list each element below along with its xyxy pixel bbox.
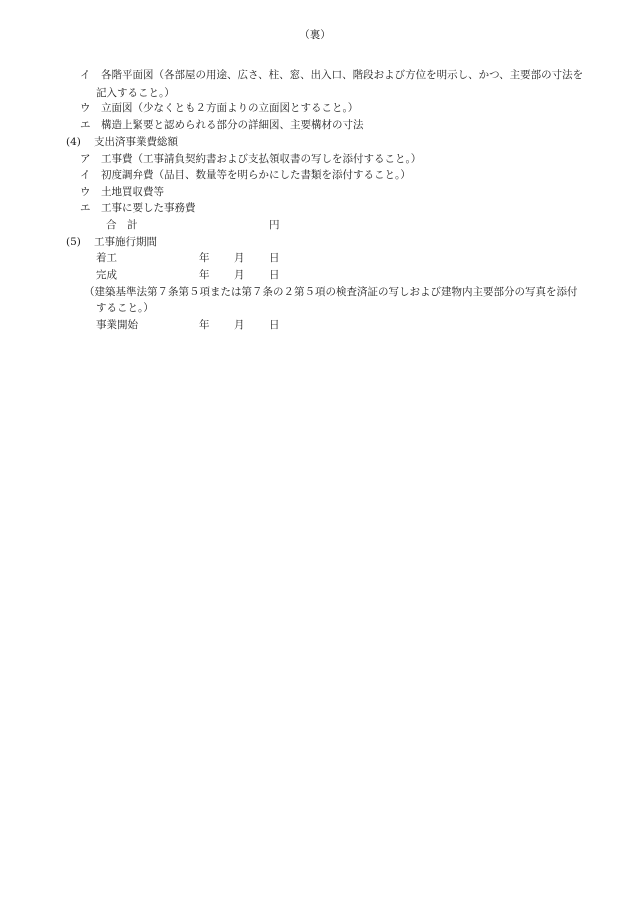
total-unit: 円 — [269, 219, 280, 231]
item4-e: エ 工事に要した事務費 — [80, 202, 196, 214]
complete-day-unit: 日 — [269, 269, 280, 281]
start-day-unit: 日 — [269, 252, 280, 264]
item5-number: (5) — [66, 236, 81, 248]
item3-i-line2: 記入すること。） — [96, 87, 175, 99]
item5-note-line2: すること。） — [96, 302, 154, 314]
complete-label: 完成 — [96, 269, 117, 281]
item5-title: 工事施行期間 — [94, 236, 157, 248]
item3-i-line1: イ 各階平面図（各部屋の用途、広さ、柱、窓、出入口、階段および方位を明示し、かつ、主要部の寸法を — [80, 69, 584, 81]
item4-number: (4) — [66, 136, 81, 148]
start-year-unit: 年 — [199, 252, 210, 264]
business-start-label: 事業開始 — [96, 319, 138, 331]
complete-month-unit: 月 — [234, 269, 245, 281]
business-start-year-unit: 年 — [199, 319, 210, 331]
item4-title: 支出済事業費総額 — [94, 136, 178, 148]
start-month-unit: 月 — [234, 252, 245, 264]
item3-u: ウ 立面図（少なくとも２方面よりの立面図とすること。） — [80, 102, 359, 114]
item4-u: ウ 土地買収費等 — [80, 186, 164, 198]
item5-note-line1: （建築基準法第７条第５項または第７条の２第５項の検査済証の写しおよび建物内主要部分の写真を添付 — [84, 286, 578, 298]
start-label: 着工 — [96, 252, 117, 264]
complete-year-unit: 年 — [199, 269, 210, 281]
business-start-day-unit: 日 — [269, 319, 280, 331]
item3-e: エ 構造上緊要と認められる部分の詳細図、主要構材の寸法 — [80, 119, 364, 131]
business-start-month-unit: 月 — [234, 319, 245, 331]
item4-i: イ 初度調弁費（品目、数量等を明らかにした書類を添付すること。） — [80, 169, 411, 181]
page-heading: （裏） — [299, 29, 331, 41]
total-label: 合 計 — [106, 219, 138, 231]
item4-a: ア 工事費（工事請負契約書および支払領収書の写しを添付すること。） — [80, 153, 422, 165]
